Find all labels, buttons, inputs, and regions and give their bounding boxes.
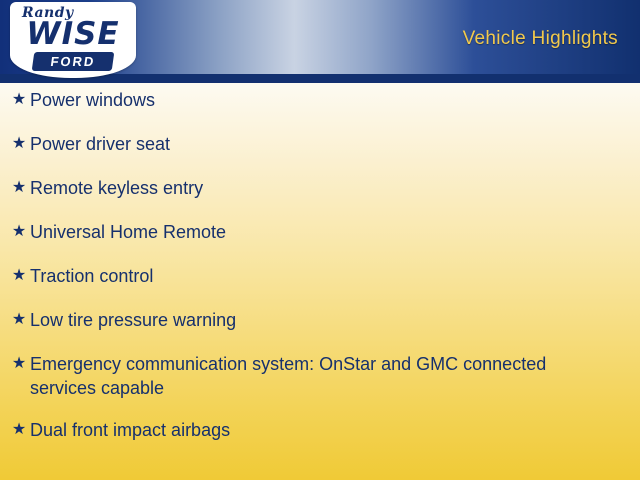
- star-icon: ★: [11, 311, 27, 328]
- star-icon: ★: [11, 267, 27, 284]
- logo-line-randy: Randy: [22, 5, 74, 21]
- list-item-label: Low tire pressure warning: [30, 310, 237, 330]
- list-item: [0, 350, 640, 400]
- list-item-label: Remote keyless entry: [30, 178, 204, 198]
- list-item: [0, 218, 640, 246]
- list-item-label: Power windows: [30, 90, 156, 110]
- dealer-logo: [10, 2, 136, 78]
- list-item-label: Traction control: [30, 266, 154, 286]
- logo-line-ford: FORD: [32, 52, 115, 71]
- list-item-label: Power driver seat: [30, 134, 171, 154]
- star-icon: ★: [11, 223, 27, 240]
- highlights-list: [0, 86, 640, 460]
- list-item: [0, 86, 640, 114]
- list-item: [0, 130, 640, 158]
- star-icon: ★: [11, 179, 27, 196]
- header-banner: [0, 0, 640, 82]
- star-icon: ★: [11, 91, 27, 108]
- list-item-label: Dual front impact airbags: [30, 420, 231, 440]
- list-item: [0, 306, 640, 334]
- list-item-label: Emergency communication system: OnStar and GMC connected services capable: [30, 354, 547, 398]
- star-icon: ★: [11, 421, 27, 438]
- logo-line-wise: WISE: [26, 16, 120, 52]
- list-item: [0, 416, 640, 444]
- page-title: Vehicle Highlights: [462, 28, 618, 49]
- list-item: [0, 262, 640, 290]
- list-item-label: Universal Home Remote: [30, 222, 227, 242]
- star-icon: ★: [11, 355, 27, 372]
- star-icon: ★: [11, 135, 27, 152]
- list-item: [0, 174, 640, 202]
